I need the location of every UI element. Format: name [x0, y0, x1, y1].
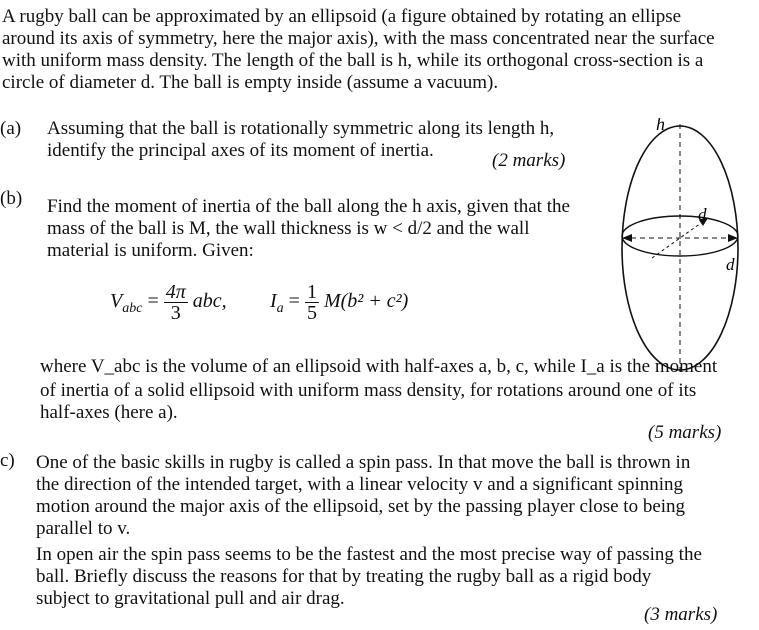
formula-inertia: $I_a$ = $\frac{1}{5}$ M(b² + c²)	[270, 281, 409, 324]
label-d-inner: d	[698, 205, 707, 224]
intro-line-3: with uniform mass density. The length of the ball is h, while its orthogonal cross-section is a	[2, 50, 704, 71]
part-b-after-2: of inertia of a solid ellipsoid with uniform mass density, for rotations around one of its	[40, 380, 697, 401]
part-b-marks: (5 marks)	[648, 422, 722, 443]
part-b-after-3: half-axes (here a).	[40, 402, 178, 423]
part-c-line-7: subject to gravitational pull and air drag.	[36, 588, 345, 609]
part-b-line-3: material is uniform. Given:	[47, 240, 254, 261]
intro-line-1: A rugby ball can be approximated by an ellipsoid (a figure obtained by rotating an ellipse	[2, 6, 682, 27]
formula-volume: $V_{abc}$ = $\frac{4\pi}{3}$ abc,	[110, 281, 227, 324]
intro-line-4: circle of diameter d. The ball is empty inside (assume a vacuum).	[2, 72, 499, 93]
part-c-line-4: parallel to v.	[36, 518, 131, 539]
ellipsoid-figure	[612, 118, 758, 378]
label-h: h	[656, 118, 665, 134]
part-a-line-1: Assuming that the ball is rotationally symmetric along its length h,	[47, 118, 555, 139]
part-c-line-5: In open air the spin pass seems to be the fastest and the most precise way of passing the	[36, 544, 702, 565]
part-c-line-2: the direction of the intended target, with a linear velocity v and a significant spinning	[36, 474, 684, 495]
part-c-line-3: motion around the major axis of the ellipsoid, set by the passing player close to being	[36, 496, 686, 517]
part-b-after-1: where V_abc is the volume of an ellipsoid with half-axes a, b, c, while I_a is the moment	[40, 356, 718, 377]
label-d-outer: d	[726, 255, 735, 274]
part-a-label: (a)	[0, 118, 22, 139]
part-b-line-2: mass of the ball is M, the wall thickness is w < d/2 and the wall	[47, 218, 530, 239]
part-c-line-6: ball. Briefly discuss the reasons for that by treating the rugby ball as a rigid body	[36, 566, 652, 587]
part-b-label: (b)	[0, 188, 23, 209]
part-b-line-1: Find the moment of inertia of the ball along the h axis, given that the	[47, 196, 570, 217]
part-c-line-1: One of the basic skills in rugby is called a spin pass. In that move the ball is thrown in	[36, 452, 691, 473]
part-a-line-2: identify the principal axes of its moment of inertia.	[47, 140, 434, 161]
intro-line-2: around its axis of symmetry, here the major axis), with the mass concentrated near the surface	[2, 28, 715, 49]
part-c-marks: (3 marks)	[644, 604, 718, 625]
part-a-marks: (2 marks)	[492, 150, 566, 171]
part-c-label: c)	[0, 450, 15, 471]
